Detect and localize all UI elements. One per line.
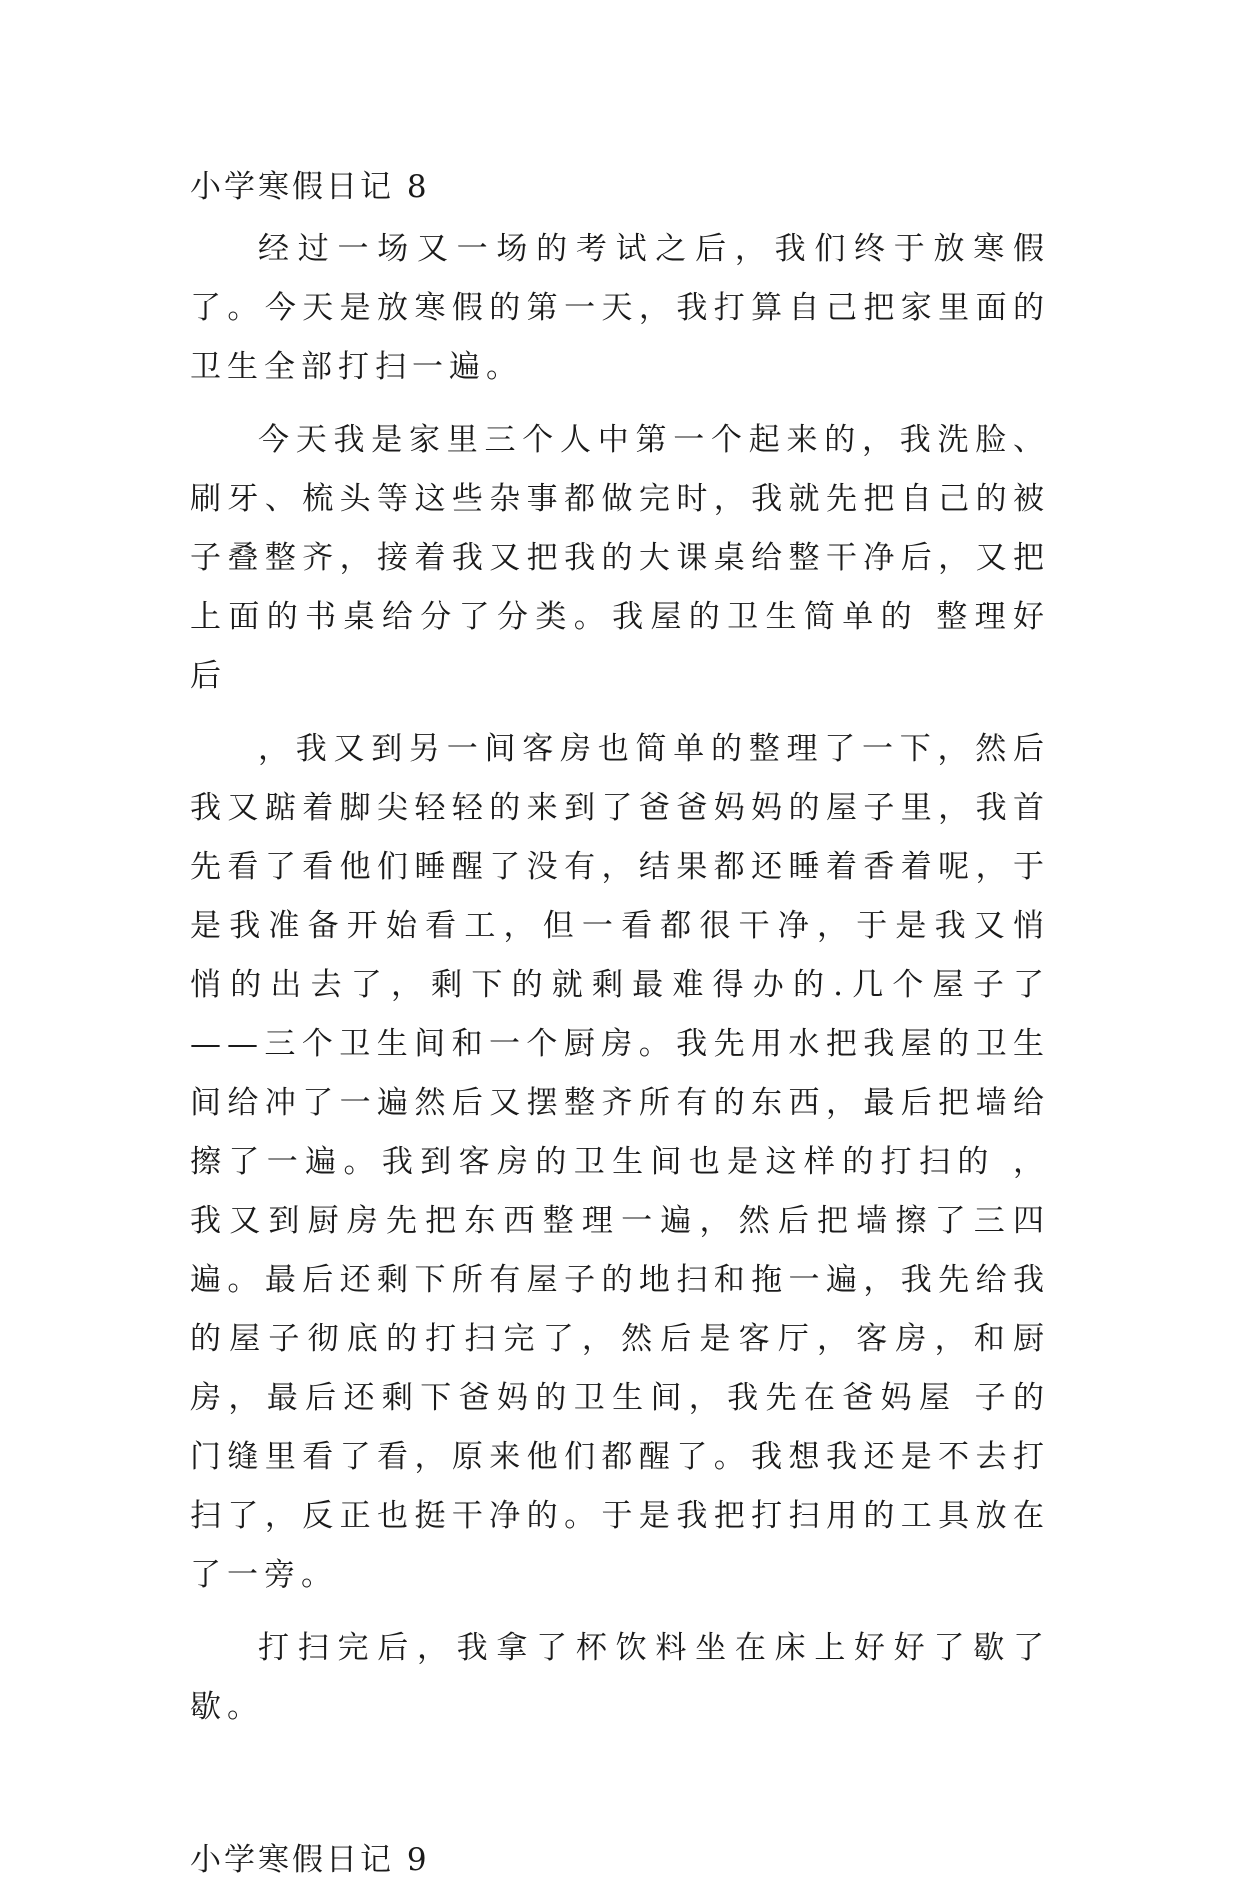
paragraph-2: 今天我是家里三个人中第一个起来的，我洗脸、刷牙、梳头等这些杂事都做完时，我就先把自己的被子叠整齐，接着我又把我的大课桌给整干净后，又把上面的书桌给分了分类。我屋的卫生简单的 整理好后	[190, 422, 1050, 694]
paragraph-1: 经过一场又一场的考试之后，我们终于放寒假了。今天是放寒假的第一天，我打算自己把家里面的卫生全部打扫一遍。	[190, 231, 1050, 385]
spacer	[190, 1605, 1050, 1619]
spacer	[190, 1737, 1050, 1833]
entry-title-9: 小学寒假日记 9	[190, 1842, 430, 1878]
paragraph-3: ，我又到另一间客房也简单的整理了一下，然后我又踮着脚尖轻轻的来到了爸爸妈妈的屋子里，我首先看了看他们睡醒了没有，结果都还睡着香着呢，于是我准备开始看工，但一看都很干净，于是我又悄 悄的出去了，剩下的就剩最难得办的.几个屋子了——三个卫生间和一个厨房。我先用水把我屋的卫生间给冲了一遍然后又摆整齐所有的东西，最后把墙给擦了一遍。我到客房的卫生间也是这样的打扫的 ，我又到厨房先把东西整理一遍，然后把墙擦了三四遍。最后还剩下所有屋子的地扫和拖一遍，我先给我的屋子彻底的打扫完了，然后是客厅，客房，和厨房，最后还剩下爸妈的卫生间，我先在爸妈屋 子的门缝里看了看，原来他们都醒了。我想我还是不去打扫了，反正也挺干净的。于是我把打扫用的工具放在了一旁。	[190, 731, 1050, 1593]
document-body	[190, 160, 1050, 1887]
paragraph-4: 打扫完后，我拿了杯饮料坐在床上好好了歇了歇。	[190, 1630, 1050, 1725]
spacer	[190, 397, 1050, 411]
entry-title-8: 小学寒假日记 8	[190, 169, 430, 205]
spacer	[190, 706, 1050, 720]
